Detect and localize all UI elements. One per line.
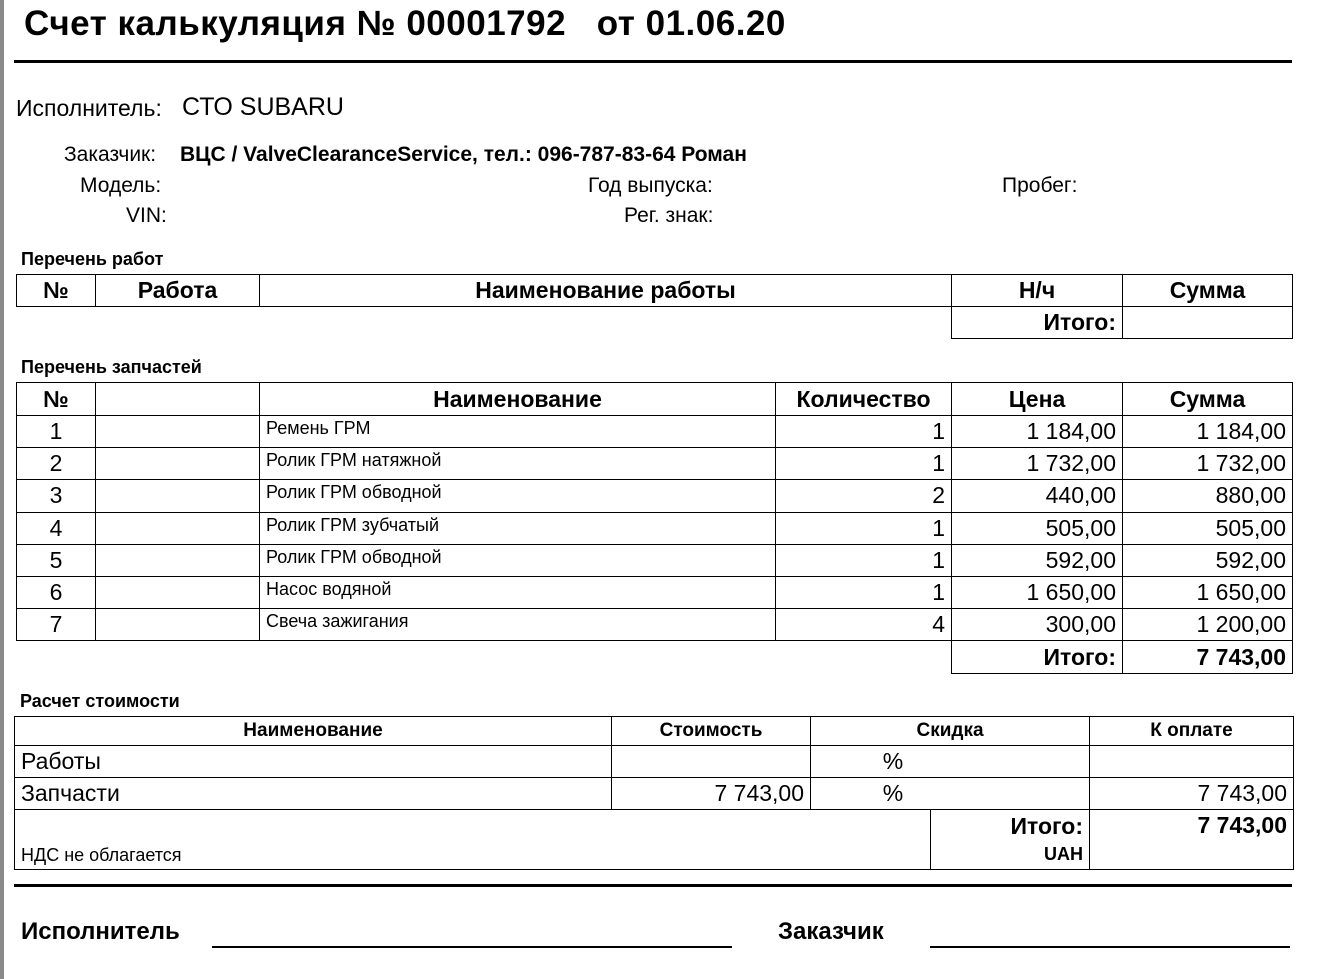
parts-row-qty: 1 — [776, 416, 952, 448]
parts-row-sum: 1 200,00 — [1123, 609, 1293, 641]
parts-section-title: Перечень запчастей — [21, 357, 202, 377]
parts-rows — [17, 416, 1293, 641]
invoice-number: Счет калькуляция № 00001792 — [24, 4, 567, 43]
parts-row-sum: 1 184,00 — [1123, 416, 1293, 448]
parts-row-name: Ролик ГРМ обводной — [260, 544, 776, 576]
signature-executor-line — [212, 946, 732, 948]
reg-label: Рег. знак: — [624, 204, 714, 227]
parts-row — [17, 448, 1293, 480]
parts-row-number: 6 — [17, 576, 96, 608]
calc-col-cost: Стоимость — [612, 717, 811, 746]
works-col-sum: Сумма — [1123, 275, 1293, 307]
parts-row-blank — [96, 576, 260, 608]
parts-col-price: Цена — [952, 383, 1123, 416]
parts-row-price: 1 650,00 — [952, 576, 1123, 608]
model-label: Модель: — [80, 174, 162, 197]
calc-col-name: Наименование — [15, 717, 612, 746]
parts-row-blank — [96, 416, 260, 448]
works-col-hours: Н/ч — [952, 275, 1123, 307]
parts-row-sum: 1 732,00 — [1123, 448, 1293, 480]
parts-header-row — [17, 383, 1293, 416]
executor-label: Исполнитель: — [16, 95, 162, 121]
calc-row-discount: % — [811, 778, 1090, 810]
parts-row-qty: 1 — [776, 448, 952, 480]
works-total-row — [17, 307, 1293, 339]
year-label: Год выпуска: — [588, 174, 713, 197]
parts-row-number: 3 — [17, 480, 96, 512]
mileage-label: Пробег: — [1002, 174, 1078, 197]
parts-row-name: Ролик ГРМ обводной — [260, 480, 776, 512]
works-total-label: Итого: — [952, 307, 1123, 339]
calc-section-title: Расчет стоимости — [20, 691, 180, 711]
parts-row-name: Насос водяной — [260, 576, 776, 608]
parts-row-price: 1 184,00 — [952, 416, 1123, 448]
parts-row — [17, 512, 1293, 544]
works-col-number: № — [17, 275, 96, 307]
calc-row-name: Запчасти — [15, 778, 612, 810]
calc-table — [14, 716, 1294, 870]
parts-total-label: Итого: — [952, 641, 1123, 674]
signature-customer-line — [930, 946, 1290, 948]
parts-row-number: 5 — [17, 544, 96, 576]
calc-row-name: Работы — [15, 746, 612, 778]
parts-row-name: Ролик ГРМ зубчатый — [260, 512, 776, 544]
parts-col-sum: Сумма — [1123, 383, 1293, 416]
parts-row-blank — [96, 480, 260, 512]
parts-row — [17, 576, 1293, 608]
parts-row-name: Свеча зажигания — [260, 609, 776, 641]
executor-value: СТО SUBARU — [182, 93, 344, 121]
works-header-row — [17, 275, 1293, 307]
calc-row-cost — [612, 746, 811, 778]
parts-row-sum: 505,00 — [1123, 512, 1293, 544]
calc-total-label-cell — [931, 810, 1090, 870]
parts-row-price: 300,00 — [952, 609, 1123, 641]
parts-row-number: 7 — [17, 609, 96, 641]
calc-row-pay: 7 743,00 — [1090, 778, 1294, 810]
customer-value: ВЦС / ValveClearanceService, тел.: 096-787-83-64 Роман — [180, 143, 747, 166]
calc-row-pay — [1090, 746, 1294, 778]
parts-row-price: 1 732,00 — [952, 448, 1123, 480]
parts-row-name: Ремень ГРМ — [260, 416, 776, 448]
parts-row-price: 440,00 — [952, 480, 1123, 512]
calc-col-pay: К оплате — [1090, 717, 1294, 746]
parts-row-blank — [96, 448, 260, 480]
parts-total-value: 7 743,00 — [1123, 641, 1293, 674]
parts-row-qty: 4 — [776, 609, 952, 641]
parts-row-name: Ролик ГРМ натяжной — [260, 448, 776, 480]
parts-row — [17, 480, 1293, 512]
customer-label: Заказчик: — [64, 143, 157, 166]
calc-total-row — [15, 810, 1294, 870]
currency-label: UAH — [1044, 844, 1083, 864]
parts-row-sum: 592,00 — [1123, 544, 1293, 576]
parts-row-sum: 880,00 — [1123, 480, 1293, 512]
title-rule — [14, 60, 1292, 63]
parts-row-sum: 1 650,00 — [1123, 576, 1293, 608]
parts-col-number: № — [17, 383, 96, 416]
parts-row-price: 592,00 — [952, 544, 1123, 576]
invoice-date: от 01.06.20 — [596, 4, 786, 43]
parts-row-qty: 2 — [776, 480, 952, 512]
calc-row-discount: % — [811, 746, 1090, 778]
calc-total-label: Итого: — [1010, 813, 1083, 839]
calc-header-row — [15, 717, 1294, 746]
window-left-border — [0, 0, 4, 979]
parts-row-price: 505,00 — [952, 512, 1123, 544]
signature-customer-label: Заказчик — [778, 918, 884, 945]
footer-rule — [14, 884, 1292, 887]
parts-row-blank — [96, 512, 260, 544]
parts-row-number: 4 — [17, 512, 96, 544]
works-total-value — [1123, 307, 1293, 339]
calc-row-works — [15, 746, 1294, 778]
vin-label: VIN: — [126, 204, 167, 227]
parts-table — [16, 382, 1293, 674]
parts-row — [17, 544, 1293, 576]
parts-row-number: 1 — [17, 416, 96, 448]
calc-row-parts — [15, 778, 1294, 810]
parts-row-blank — [96, 609, 260, 641]
parts-row-number: 2 — [17, 448, 96, 480]
signature-executor-label: Исполнитель — [21, 918, 180, 945]
document-title — [24, 4, 786, 44]
parts-col-name: Наименование — [260, 383, 776, 416]
parts-col-qty: Количество — [776, 383, 952, 416]
parts-row-qty: 1 — [776, 544, 952, 576]
parts-total-row — [17, 641, 1293, 674]
parts-col-blank — [96, 383, 260, 416]
parts-row-blank — [96, 544, 260, 576]
parts-row-qty: 1 — [776, 512, 952, 544]
works-col-work: Работа — [96, 275, 260, 307]
works-col-work-name: Наименование работы — [260, 275, 952, 307]
works-table — [16, 274, 1293, 339]
parts-row — [17, 416, 1293, 448]
calc-col-discount: Скидка — [811, 717, 1090, 746]
calc-total-value: 7 743,00 — [1090, 810, 1294, 870]
calc-row-cost: 7 743,00 — [612, 778, 811, 810]
vat-note: НДС не облагается — [15, 810, 811, 870]
works-section-title: Перечень работ — [21, 249, 164, 269]
parts-row — [17, 609, 1293, 641]
parts-row-qty: 1 — [776, 576, 952, 608]
